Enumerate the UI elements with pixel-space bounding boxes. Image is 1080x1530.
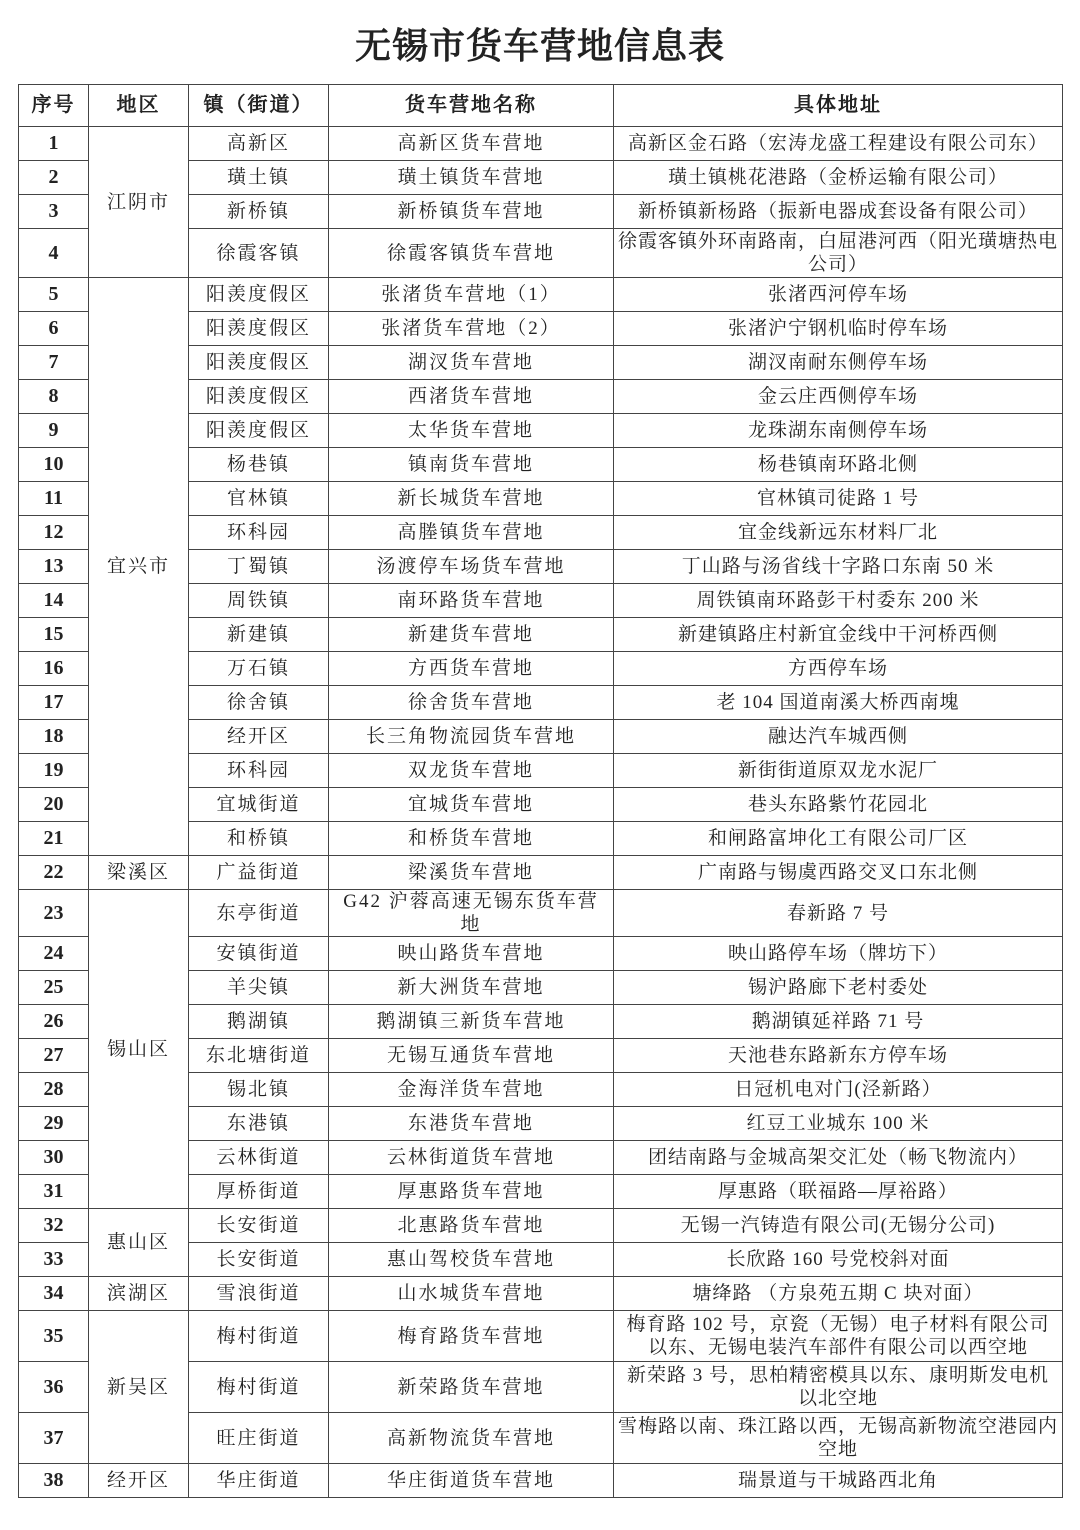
address-cell: 方西停车场 [614,652,1063,686]
table-row [19,1209,1063,1243]
town-cell: 新桥镇 [189,195,329,229]
address-cell: 广南路与锡虞西路交叉口东北侧 [614,856,1063,890]
camp-name-cell: 徐霞客镇货车营地 [329,229,614,278]
camp-name-cell: 宜城货车营地 [329,788,614,822]
region-cell: 滨湖区 [89,1277,189,1311]
address-cell: 新荣路 3 号，思柏精密模具以东、康明斯发电机以北空地 [614,1362,1063,1413]
page-title: 无锡市货车营地信息表 [354,26,725,66]
region-cell: 惠山区 [89,1209,189,1277]
row-number: 14 [19,584,89,618]
camp-name-cell: 新建货车营地 [329,618,614,652]
camp-name-cell: 高新区货车营地 [329,127,614,161]
address-cell: 杨巷镇南环路北侧 [614,448,1063,482]
town-cell: 环科园 [189,516,329,550]
camp-name-cell: 和桥货车营地 [329,822,614,856]
address-cell: 塘绛路 （方泉苑五期 C 块对面） [614,1277,1063,1311]
row-number: 12 [19,516,89,550]
camp-name-cell: 惠山驾校货车营地 [329,1243,614,1277]
row-number: 4 [19,229,89,278]
header-address: 具体地址 [614,85,1063,127]
camp-name-cell: 方西货车营地 [329,652,614,686]
camp-name-cell: 梁溪货车营地 [329,856,614,890]
town-cell: 锡北镇 [189,1073,329,1107]
town-cell: 璜土镇 [189,161,329,195]
town-cell: 广益街道 [189,856,329,890]
row-number: 33 [19,1243,89,1277]
address-cell: 红豆工业城东 100 米 [614,1107,1063,1141]
address-cell: 新建镇路庄村新宜金线中干河桥西侧 [614,618,1063,652]
town-cell: 徐舍镇 [189,686,329,720]
town-cell: 梅村街道 [189,1311,329,1362]
row-number: 5 [19,278,89,312]
town-cell: 东港镇 [189,1107,329,1141]
row-number: 20 [19,788,89,822]
address-cell: 老 104 国道南溪大桥西南塊 [614,686,1063,720]
row-number: 26 [19,1005,89,1039]
row-number: 7 [19,346,89,380]
row-number: 11 [19,482,89,516]
camp-name-cell: 汤渡停车场货车营地 [329,550,614,584]
town-cell: 阳羡度假区 [189,414,329,448]
table-row [19,127,1063,161]
address-cell: 无锡一汽铸造有限公司(无锡分公司) [614,1209,1063,1243]
address-cell: 巷头东路紫竹花园北 [614,788,1063,822]
town-cell: 梅村街道 [189,1362,329,1413]
camp-name-cell: 山水城货车营地 [329,1277,614,1311]
town-cell: 厚桥街道 [189,1175,329,1209]
address-cell: 春新路 7 号 [614,890,1063,937]
row-number: 13 [19,550,89,584]
row-number: 31 [19,1175,89,1209]
row-number: 16 [19,652,89,686]
camp-name-cell: 高新物流货车营地 [329,1413,614,1464]
row-number: 9 [19,414,89,448]
town-cell: 阳羡度假区 [189,346,329,380]
address-cell: 映山路停车场（牌坊下） [614,937,1063,971]
town-cell: 华庄街道 [189,1464,329,1498]
town-cell: 新建镇 [189,618,329,652]
region-cell: 新吴区 [89,1311,189,1464]
address-cell: 和闸路富坤化工有限公司厂区 [614,822,1063,856]
address-cell: 鹅湖镇延祥路 71 号 [614,1005,1063,1039]
row-number: 37 [19,1413,89,1464]
address-cell: 日冠机电对门(泾新路） [614,1073,1063,1107]
row-number: 28 [19,1073,89,1107]
row-number: 30 [19,1141,89,1175]
row-number: 29 [19,1107,89,1141]
row-number: 36 [19,1362,89,1413]
town-cell: 高新区 [189,127,329,161]
address-cell: 高新区金石路（宏涛龙盛工程建设有限公司东） [614,127,1063,161]
address-cell: 锡沪路廊下老村委处 [614,971,1063,1005]
town-cell: 鹅湖镇 [189,1005,329,1039]
camp-name-cell: 湖汊货车营地 [329,346,614,380]
address-cell: 瑞景道与干城路西北角 [614,1464,1063,1498]
address-cell: 融达汽车城西侧 [614,720,1063,754]
region-cell: 宜兴市 [89,278,189,856]
row-number: 18 [19,720,89,754]
table-row [19,278,1063,312]
row-number: 23 [19,890,89,937]
table-row [19,856,1063,890]
address-cell: 新桥镇新杨路（振新电器成套设备有限公司） [614,195,1063,229]
camp-name-cell: 高塍镇货车营地 [329,516,614,550]
row-number: 24 [19,937,89,971]
address-cell: 张渚西河停车场 [614,278,1063,312]
camp-name-cell: 璜土镇货车营地 [329,161,614,195]
camp-name-cell: 厚惠路货车营地 [329,1175,614,1209]
town-cell: 徐霞客镇 [189,229,329,278]
town-cell: 长安街道 [189,1209,329,1243]
camp-name-cell: 无锡互通货车营地 [329,1039,614,1073]
header-town: 镇（街道） [189,85,329,127]
table-header-row [19,85,1063,127]
town-cell: 丁蜀镇 [189,550,329,584]
address-cell: 厚惠路（联福路—厚裕路） [614,1175,1063,1209]
town-cell: 经开区 [189,720,329,754]
camp-name-cell: 新长城货车营地 [329,482,614,516]
header-camp-name: 货车营地名称 [329,85,614,127]
row-number: 22 [19,856,89,890]
camp-name-cell: 长三角物流园货车营地 [329,720,614,754]
town-cell: 长安街道 [189,1243,329,1277]
town-cell: 云林街道 [189,1141,329,1175]
row-number: 6 [19,312,89,346]
row-number: 25 [19,971,89,1005]
town-cell: 杨巷镇 [189,448,329,482]
address-cell: 官林镇司徒路 1 号 [614,482,1063,516]
address-cell: 新街街道原双龙水泥厂 [614,754,1063,788]
address-cell: 丁山路与汤省线十字路口东南 50 米 [614,550,1063,584]
address-cell: 金云庄西侧停车场 [614,380,1063,414]
row-number: 21 [19,822,89,856]
row-number: 35 [19,1311,89,1362]
row-number: 3 [19,195,89,229]
town-cell: 雪浪街道 [189,1277,329,1311]
address-cell: 龙珠湖东南侧停车场 [614,414,1063,448]
camp-name-cell: 新荣路货车营地 [329,1362,614,1413]
town-cell: 官林镇 [189,482,329,516]
row-number: 8 [19,380,89,414]
town-cell: 和桥镇 [189,822,329,856]
camp-name-cell: 东港货车营地 [329,1107,614,1141]
row-number: 17 [19,686,89,720]
table-row [19,1311,1063,1362]
camp-name-cell: 金海洋货车营地 [329,1073,614,1107]
row-number: 2 [19,161,89,195]
region-cell: 锡山区 [89,890,189,1209]
row-number: 15 [19,618,89,652]
camp-name-cell: 太华货车营地 [329,414,614,448]
address-cell: 周铁镇南环路彭干村委东 200 米 [614,584,1063,618]
camp-name-cell: 张渚货车营地（2） [329,312,614,346]
row-number: 38 [19,1464,89,1498]
address-cell: 雪梅路以南、珠江路以西，无锡高新物流空港园内空地 [614,1413,1063,1464]
camp-name-cell: 华庄街道货车营地 [329,1464,614,1498]
row-number: 10 [19,448,89,482]
town-cell: 东北塘街道 [189,1039,329,1073]
truck-camp-table [18,84,1063,1498]
town-cell: 羊尖镇 [189,971,329,1005]
camp-name-cell: 新桥镇货车营地 [329,195,614,229]
address-cell: 天池巷东路新东方停车场 [614,1039,1063,1073]
row-number: 27 [19,1039,89,1073]
camp-name-cell: 双龙货车营地 [329,754,614,788]
camp-name-cell: 南环路货车营地 [329,584,614,618]
address-cell: 张渚沪宁钢机临时停车场 [614,312,1063,346]
header-no: 序号 [19,85,89,127]
camp-name-cell: 徐舍货车营地 [329,686,614,720]
town-cell: 宜城街道 [189,788,329,822]
camp-name-cell: 镇南货车营地 [329,448,614,482]
town-cell: 周铁镇 [189,584,329,618]
town-cell: 旺庄街道 [189,1413,329,1464]
row-number: 32 [19,1209,89,1243]
address-cell: 梅育路 102 号，京瓷（无锡）电子材料有限公司以东、无锡电装汽车部件有限公司以西空地 [614,1311,1063,1362]
camp-name-cell: 云林街道货车营地 [329,1141,614,1175]
address-cell: 湖汊南耐东侧停车场 [614,346,1063,380]
town-cell: 万石镇 [189,652,329,686]
table-row [19,1464,1063,1498]
camp-name-cell: 北惠路货车营地 [329,1209,614,1243]
camp-name-cell: 梅育路货车营地 [329,1311,614,1362]
town-cell: 阳羡度假区 [189,380,329,414]
address-cell: 宜金线新远东材料厂北 [614,516,1063,550]
region-cell: 江阴市 [89,127,189,278]
camp-name-cell: 西渚货车营地 [329,380,614,414]
camp-name-cell: G42 沪蓉高速无锡东货车营地 [329,890,614,937]
camp-name-cell: 鹅湖镇三新货车营地 [329,1005,614,1039]
town-cell: 环科园 [189,754,329,788]
header-region: 地区 [89,85,189,127]
camp-name-cell: 新大洲货车营地 [329,971,614,1005]
address-cell: 璜土镇桃花港路（金桥运输有限公司） [614,161,1063,195]
address-cell: 徐霞客镇外环南路南，白屈港河西（阳光璜塘热电公司） [614,229,1063,278]
town-cell: 安镇街道 [189,937,329,971]
region-cell: 梁溪区 [89,856,189,890]
region-cell: 经开区 [89,1464,189,1498]
table-row [19,1277,1063,1311]
camp-name-cell: 张渚货车营地（1） [329,278,614,312]
row-number: 34 [19,1277,89,1311]
address-cell: 团结南路与金城高架交汇处（畅飞物流内） [614,1141,1063,1175]
address-cell: 长欣路 160 号党校斜对面 [614,1243,1063,1277]
camp-name-cell: 映山路货车营地 [329,937,614,971]
row-number: 1 [19,127,89,161]
row-number: 19 [19,754,89,788]
table-row [19,890,1063,937]
town-cell: 东亭街道 [189,890,329,937]
town-cell: 阳羡度假区 [189,278,329,312]
town-cell: 阳羡度假区 [189,312,329,346]
